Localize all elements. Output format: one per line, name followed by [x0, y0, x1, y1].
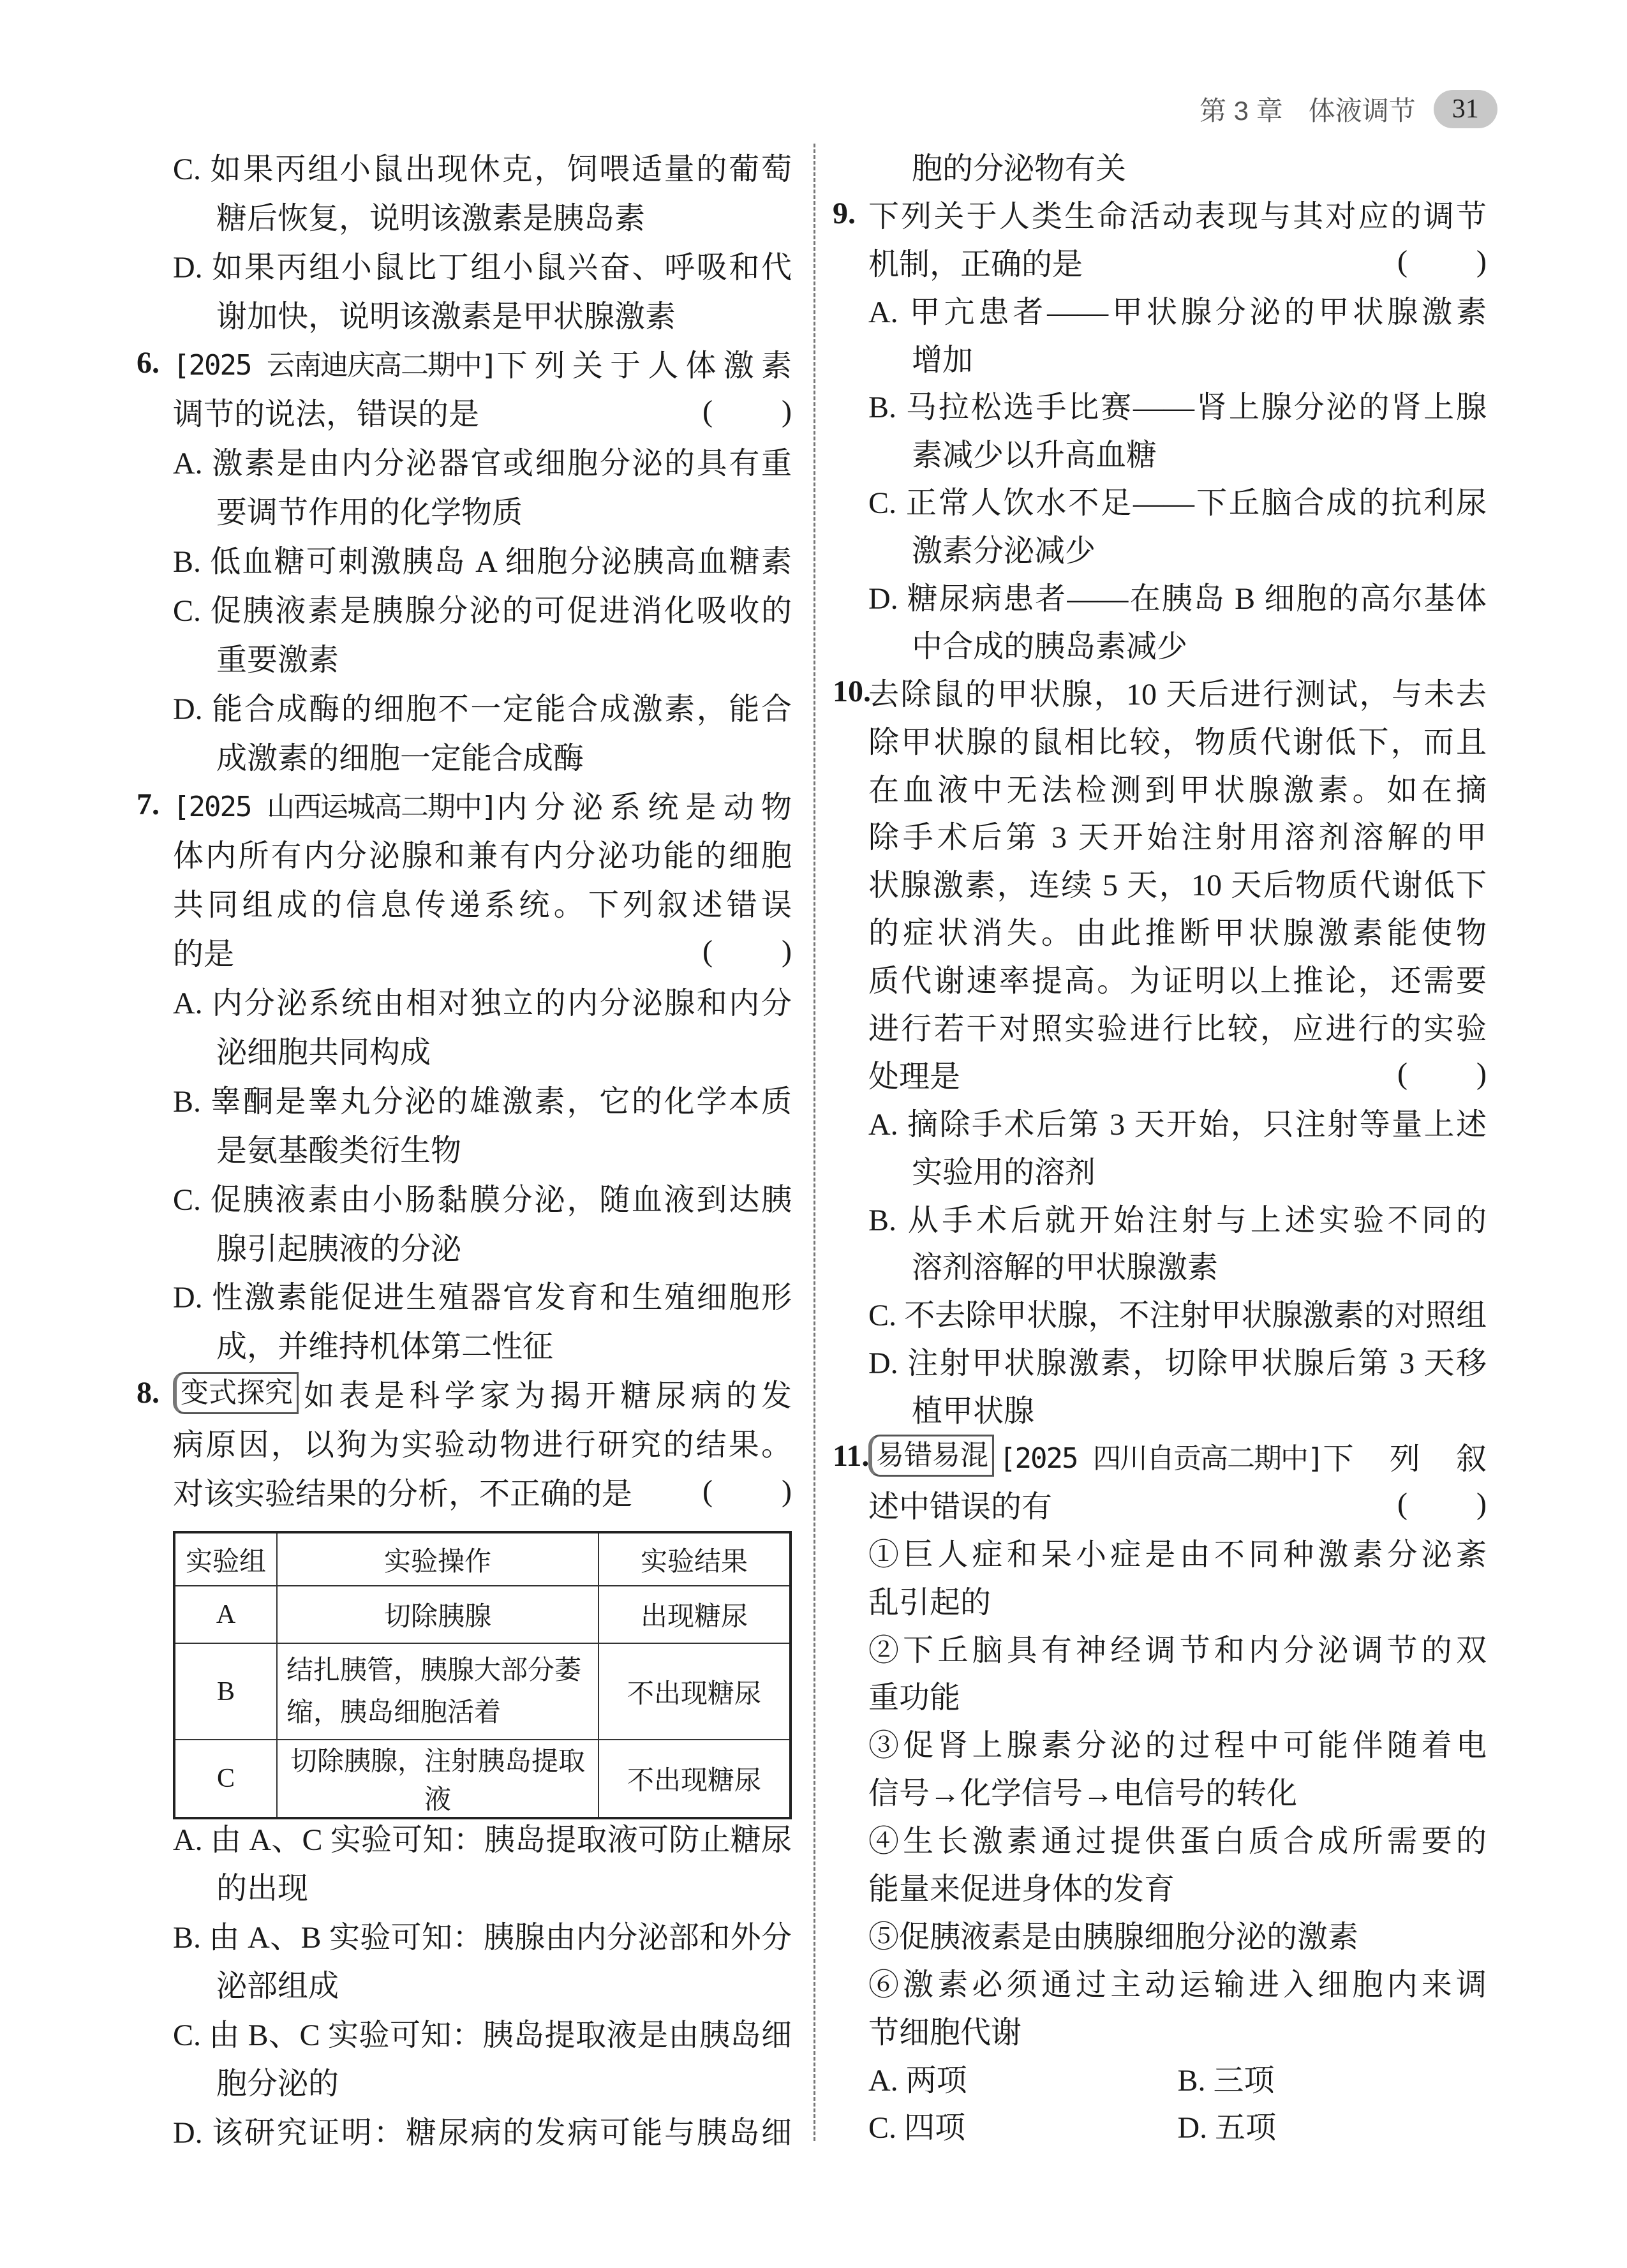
- text-line: [833, 2101, 1487, 2149]
- line-content: [868, 239, 1487, 283]
- answer-option: C. 四项: [868, 2111, 966, 2145]
- text-line: [833, 1576, 1487, 1623]
- line-content: [216, 488, 792, 532]
- text-line: [137, 191, 792, 240]
- paren-open: (: [702, 934, 713, 969]
- line-content: [173, 1272, 792, 1317]
- line-text: B. 马拉松选手比赛——肾上腺分泌的肾上腺: [868, 391, 1487, 425]
- line-text: 如表是科学家为揭开糖尿病的发: [304, 1379, 792, 1414]
- text-line: [137, 1812, 792, 1861]
- paren-close: ): [1476, 1056, 1487, 1091]
- text-line: [833, 380, 1487, 428]
- line-text: 的症状消失。由此推断甲状腺激素能使物: [868, 916, 1487, 951]
- line-text: ⑤促胰液素是由胰腺细胞分泌的激素: [868, 1920, 1359, 1954]
- text-line: [833, 906, 1487, 954]
- line-text: 体内所有内分泌腺和兼有内分泌功能的细胞: [173, 839, 792, 874]
- line-text: C. 正常人饮水不足——下丘脑合成的抗利尿: [868, 486, 1487, 521]
- line-content: [173, 341, 792, 385]
- line-text: 激素分泌减少: [912, 534, 1096, 569]
- line-text: 增加: [912, 343, 974, 377]
- line-text: 能量来促进身体的发育: [868, 1872, 1175, 1906]
- answer-blank[interactable]: [1397, 1056, 1487, 1091]
- table-cell: B: [174, 1643, 277, 1740]
- line-content: [868, 1482, 1487, 1526]
- line-content: [173, 684, 792, 728]
- text-line: [833, 1528, 1487, 1576]
- paren-close: ): [782, 394, 792, 429]
- line-text: 共同组成的信息传递系统。下列叙述错误: [173, 888, 792, 923]
- line-content: [216, 1027, 792, 1071]
- right-column: [833, 142, 1487, 2149]
- table-cell: 切除胰腺，注射胰岛提取液: [277, 1740, 598, 1818]
- line-text: 调节的说法，错误的是: [173, 398, 480, 432]
- paren-open: (: [1397, 1056, 1408, 1091]
- text-line: [137, 1417, 792, 1466]
- line-content: [868, 765, 1487, 809]
- line-text: 进行若干对照实验进行比较，应进行的实验: [868, 1011, 1487, 1046]
- table-header-row: [174, 1532, 791, 1586]
- line-content: [216, 733, 792, 777]
- text-line: [137, 2008, 792, 2057]
- line-content: [868, 1052, 1487, 1096]
- line-content: [912, 430, 1487, 474]
- line-text: C. 由 B、C 实验可知：胰岛提取液是由胰岛细: [173, 2018, 792, 2052]
- line-text: C. 不去除甲状腺，不注射甲状腺激素的对照组: [868, 1299, 1487, 1333]
- text-line: [833, 620, 1487, 668]
- line-content: [912, 1147, 1487, 1191]
- line-text: B. 低血糖可刺激胰岛 A 细胞分泌胰高血糖素: [173, 545, 792, 579]
- text-line: [833, 1050, 1487, 1098]
- text-line: [137, 2105, 792, 2154]
- question-source: [2025 山西运城高二期中]: [173, 791, 497, 824]
- line-text: 要调节作用的化学物质: [216, 496, 523, 530]
- line-content: [173, 831, 792, 875]
- line-text: ⑥激素必须通过主动运输进入细胞内来调: [868, 1967, 1487, 2002]
- line-text: D. 能合成酶的细胞不一定能合成激素，能合: [173, 692, 792, 726]
- question-number: 6.: [137, 345, 160, 380]
- line-content: [868, 2055, 1487, 2100]
- line-text: 泌细胞共同构成: [216, 1035, 431, 1070]
- line-text: B. 睾酮是睾丸分泌的雄激素，它的化学本质: [173, 1084, 792, 1119]
- line-text: 在血液中无法检测到甲状腺激素。如在摘: [868, 773, 1487, 807]
- line-content: [173, 438, 792, 482]
- answer-option: A. 两项: [868, 2063, 967, 2098]
- line-text: 述中错误的有: [868, 1489, 1053, 1524]
- line-content: [912, 335, 1487, 379]
- line-text: B. 从手术后就开始注射与上述实验不同的: [868, 1203, 1487, 1237]
- text-line: [137, 1221, 792, 1271]
- line-content: [173, 537, 792, 581]
- line-text: 中合成的胰岛素减少: [912, 629, 1188, 664]
- line-content: [868, 908, 1487, 952]
- text-line: [137, 583, 792, 632]
- text-line: [833, 1862, 1487, 1910]
- line-text: A. 由 A、C 实验可知：胰岛提取液可防止糖尿: [173, 1823, 792, 1857]
- line-text: D. 该研究证明：糖尿病的发病可能与胰岛细: [173, 2115, 792, 2150]
- text-line: [833, 1384, 1487, 1432]
- left-column-bottom: [137, 1812, 792, 2154]
- line-text: 腺引起胰液的分泌: [216, 1232, 462, 1266]
- text-line: [137, 1861, 792, 1911]
- text-line: [833, 2054, 1487, 2101]
- text-line: [137, 927, 792, 976]
- line-content: [868, 1530, 1487, 1574]
- text-line: [137, 534, 792, 583]
- line-content: [868, 1338, 1487, 1382]
- text-line: [137, 240, 792, 289]
- line-text: 内分泌系统是动物: [496, 790, 792, 824]
- line-content: [912, 144, 1487, 188]
- line-text: D. 如果丙组小鼠比丁组小鼠兴奋、呼吸和代: [173, 250, 792, 285]
- text-line: [137, 289, 792, 338]
- line-content: [868, 574, 1487, 618]
- text-line: [833, 190, 1487, 237]
- line-text: 乱引起的: [868, 1585, 992, 1620]
- chapter-title: 体液调节: [1308, 96, 1416, 126]
- line-content: [173, 1815, 792, 1859]
- table-row: [174, 1586, 791, 1643]
- line-text: 质代谢速率提高。为证明以上推论，还需要: [868, 964, 1487, 999]
- table-cell: 结扎胰管，胰腺大部分萎缩，胰岛细胞活着: [277, 1643, 598, 1740]
- line-content: [868, 1960, 1487, 2004]
- page-number: 31: [1434, 90, 1497, 128]
- line-text: 病原因，以狗为实验动物进行研究的结果。: [173, 1428, 792, 1463]
- experiment-table: [173, 1531, 792, 1819]
- line-content: [868, 1434, 1487, 1478]
- text-line: [137, 731, 792, 780]
- line-content: [216, 1126, 792, 1170]
- line-content: [173, 1371, 792, 1415]
- page-header: [1200, 88, 1497, 130]
- question-number: 9.: [833, 196, 856, 230]
- paren-open: (: [1397, 244, 1408, 278]
- text-line: [833, 285, 1487, 333]
- line-text: ④生长激素通过提供蛋白质合成所需要的: [868, 1824, 1487, 1859]
- line-content: [868, 1816, 1487, 1860]
- table-row: [174, 1740, 791, 1818]
- line-text: D. 性激素能促进生殖器官发育和生殖细胞形: [173, 1281, 792, 1315]
- line-text: 成激素的细胞一定能合成酶: [216, 741, 584, 775]
- answer-blank[interactable]: [702, 394, 792, 429]
- line-content: [868, 1004, 1487, 1048]
- line-text: 处理是: [868, 1059, 961, 1094]
- category-badge: 易错易混: [868, 1435, 994, 1477]
- text-line: [137, 1074, 792, 1123]
- text-line: [833, 1336, 1487, 1384]
- line-text: 溶剂溶解的甲状腺激素: [912, 1251, 1219, 1285]
- answer-blank[interactable]: [1397, 1486, 1487, 1521]
- line-content: [868, 1578, 1487, 1622]
- line-text: 的出现: [216, 1872, 309, 1906]
- line-content: [216, 193, 792, 237]
- line-content: [173, 144, 792, 188]
- line-content: [868, 2008, 1487, 2052]
- line-content: [868, 1100, 1487, 1144]
- line-content: [868, 478, 1487, 522]
- text-line: [833, 763, 1487, 811]
- line-content: [868, 1673, 1487, 1717]
- table-cell: 切除胰腺: [277, 1586, 598, 1643]
- line-text: A. 摘除手术后第 3 天开始，只注射等量上述: [868, 1107, 1487, 1142]
- line-text: 节细胞代谢: [868, 2015, 1022, 2050]
- line-content: [216, 1863, 792, 1907]
- text-line: [833, 954, 1487, 1002]
- text-line: [137, 976, 792, 1025]
- answer-option: B. 三项: [1177, 2063, 1275, 2098]
- line-content: [868, 2103, 1487, 2147]
- text-line: [137, 1270, 792, 1319]
- text-line: [833, 1145, 1487, 1193]
- line-text: ②下丘脑具有神经调节和内分泌调节的双: [868, 1633, 1487, 1667]
- line-content: [216, 292, 792, 336]
- line-content: [173, 1175, 792, 1219]
- text-line: [833, 1958, 1487, 2006]
- line-text: A. 内分泌系统由相对独立的内分泌腺和内分: [173, 987, 792, 1021]
- line-content: [216, 1224, 792, 1268]
- paren-close: ): [782, 934, 792, 969]
- question-number: 8.: [137, 1376, 160, 1410]
- text-line: [137, 142, 792, 191]
- left-column: [137, 142, 792, 1516]
- line-content: [216, 2059, 792, 2103]
- line-text: A. 甲亢患者——甲状腺分泌的甲状腺激素: [868, 295, 1487, 329]
- text-line: [833, 524, 1487, 572]
- text-line: [833, 715, 1487, 763]
- line-content: [173, 782, 792, 826]
- table-cell: 不出现糖尿: [598, 1643, 791, 1740]
- paren-open: (: [702, 1473, 713, 1508]
- line-content: [868, 1912, 1487, 1956]
- text-line: [833, 572, 1487, 620]
- line-content: [868, 1625, 1487, 1669]
- text-line: [833, 476, 1487, 524]
- text-line: [833, 1719, 1487, 1766]
- line-text: 素减少以升高血糖: [912, 438, 1157, 473]
- paren-close: ): [1476, 244, 1487, 278]
- line-content: [173, 586, 792, 630]
- text-line: [833, 1814, 1487, 1862]
- table-header: 实验结果: [598, 1532, 791, 1586]
- line-content: [173, 2108, 792, 2152]
- text-line: [137, 1172, 792, 1221]
- text-line: [137, 877, 792, 927]
- line-content: [173, 1469, 792, 1513]
- table-header: 实验组: [174, 1532, 277, 1586]
- line-content: [912, 526, 1487, 570]
- line-content: [868, 1864, 1487, 1908]
- line-text: B. 由 A、B 实验可知：胰腺由内分泌部和外分: [173, 1920, 792, 1955]
- line-text: 下列叙: [1323, 1442, 1487, 1476]
- chapter-number: 第 3 章: [1200, 96, 1283, 126]
- line-content: [868, 191, 1487, 235]
- table-header: 实验操作: [277, 1532, 598, 1586]
- line-content: [868, 1290, 1487, 1334]
- text-line: [833, 1288, 1487, 1336]
- table-cell: 出现糖尿: [598, 1586, 791, 1643]
- text-line: [137, 1910, 792, 1959]
- text-line: [833, 1193, 1487, 1241]
- line-content: [173, 929, 792, 973]
- text-line: [833, 237, 1487, 285]
- line-text: 的是: [173, 937, 235, 972]
- text-line: [833, 858, 1487, 906]
- text-line: [833, 668, 1487, 715]
- question-source: [2025 四川自贡高二期中]: [999, 1442, 1323, 1475]
- line-text: 植甲状腺: [912, 1394, 1035, 1429]
- text-line: [833, 1671, 1487, 1719]
- column-divider: [814, 144, 815, 2141]
- text-line: [137, 1959, 792, 2008]
- table-cell: 不出现糖尿: [598, 1740, 791, 1818]
- line-text: 胞分泌的: [216, 2067, 339, 2101]
- text-line: [137, 436, 792, 485]
- line-text: 信号→化学信号→电信号的转化: [868, 1777, 1298, 1811]
- line-content: [868, 1720, 1487, 1764]
- text-line: [137, 632, 792, 682]
- line-content: [912, 1242, 1487, 1287]
- line-text: 状腺激素，连续 5 天，10 天后物质代谢低下: [868, 869, 1487, 903]
- text-line: [137, 1368, 792, 1417]
- text-line: [833, 1098, 1487, 1145]
- answer-option: D. 五项: [1177, 2111, 1277, 2145]
- line-content: [173, 242, 792, 287]
- line-text: C. 如果丙组小鼠出现休克，饲喂适量的葡萄: [173, 152, 792, 186]
- line-text: 胞的分泌物有关: [912, 151, 1127, 186]
- line-content: [173, 2010, 792, 2054]
- line-text: 糖后恢复，说明该激素是胰岛素: [216, 201, 646, 235]
- line-text: 实验用的溶剂: [912, 1155, 1096, 1190]
- text-line: [833, 810, 1487, 858]
- line-text: C. 促胰液素由小肠黏膜分泌，随血液到达胰: [173, 1182, 792, 1217]
- text-line: [137, 828, 792, 877]
- line-text: 对该实验结果的分析，不正确的是: [173, 1477, 633, 1511]
- text-line: [833, 1002, 1487, 1050]
- line-text: D. 糖尿病患者——在胰岛 B 细胞的高尔基体: [868, 581, 1487, 616]
- line-content: [216, 635, 792, 679]
- text-line: [833, 333, 1487, 381]
- text-line: [833, 1480, 1487, 1528]
- line-content: [173, 389, 792, 433]
- paren-close: ): [1476, 1486, 1487, 1521]
- text-line: [833, 1766, 1487, 1814]
- text-line: [137, 338, 792, 387]
- line-content: [216, 1961, 792, 2005]
- table-cell: C: [174, 1740, 277, 1818]
- line-text: D. 注射甲状腺激素，切除甲状腺后第 3 天移: [868, 1347, 1487, 1381]
- line-content: [868, 717, 1487, 761]
- text-line: [833, 428, 1487, 476]
- question-number: 7.: [137, 787, 160, 821]
- question-number: 10.: [833, 674, 871, 708]
- line-text: 除手术后第 3 天开始注射用溶剂溶解的甲: [868, 821, 1487, 855]
- line-content: [912, 1386, 1487, 1430]
- category-badge: 变式探究: [173, 1372, 299, 1414]
- text-line: [137, 1123, 792, 1172]
- line-content: [173, 1913, 792, 1957]
- line-text: 重功能: [868, 1681, 961, 1715]
- line-text: ①巨人症和呆小症是由不同种激素分泌紊: [868, 1537, 1487, 1572]
- text-line: [833, 2006, 1487, 2054]
- answer-blank[interactable]: [702, 1473, 792, 1509]
- question-number: 11.: [833, 1438, 870, 1473]
- line-content: [173, 978, 792, 1022]
- line-text: 下列关于人体激素: [496, 348, 792, 383]
- text-line: [833, 1623, 1487, 1671]
- answer-blank[interactable]: [1397, 244, 1487, 279]
- text-line: [833, 1241, 1487, 1288]
- paren-open: (: [702, 394, 713, 429]
- text-line: [833, 1910, 1487, 1958]
- text-line: [137, 1319, 792, 1368]
- question-source: [2025 云南迪庆高二期中]: [173, 349, 497, 382]
- line-text: A. 激素是由内分泌器官或细胞分泌的具有重: [173, 447, 792, 481]
- line-text: C. 促胰液素是胰腺分泌的可促进消化吸收的: [173, 593, 792, 628]
- text-line: [137, 2057, 792, 2106]
- line-content: [868, 860, 1487, 904]
- line-text: 谢加快，说明该激素是甲状腺激素: [216, 299, 676, 334]
- line-text: 成，并维持机体第二性征: [216, 1330, 554, 1364]
- line-content: [868, 669, 1487, 713]
- line-content: [868, 1195, 1487, 1239]
- paren-close: ): [782, 1473, 792, 1508]
- line-content: [868, 956, 1487, 1000]
- text-line: [833, 1432, 1487, 1480]
- table-cell: A: [174, 1586, 277, 1643]
- line-text: 是氨基酸类衍生物: [216, 1133, 462, 1168]
- text-line: [833, 142, 1487, 190]
- line-text: ③促肾上腺素分泌的过程中可能伴随着电: [868, 1729, 1487, 1763]
- line-text: 机制，正确的是: [868, 247, 1083, 281]
- text-line: [137, 780, 792, 829]
- line-text: 下列关于人类生命活动表现与其对应的调节: [868, 199, 1487, 234]
- answer-blank[interactable]: [702, 934, 792, 969]
- text-line: [137, 682, 792, 731]
- line-text: 去除鼠的甲状腺，10 天后进行测试，与未去: [868, 677, 1487, 712]
- line-content: [868, 382, 1487, 426]
- line-content: [173, 1420, 792, 1464]
- line-text: 重要激素: [216, 643, 339, 677]
- line-content: [868, 1768, 1487, 1812]
- line-text: 泌部组成: [216, 1969, 339, 2004]
- line-content: [868, 287, 1487, 331]
- table-row: [174, 1643, 791, 1740]
- line-content: [173, 1077, 792, 1121]
- paren-open: (: [1397, 1486, 1408, 1521]
- line-content: [868, 812, 1487, 856]
- text-line: [137, 387, 792, 436]
- line-content: [173, 880, 792, 924]
- line-content: [912, 622, 1487, 666]
- line-text: 除甲状腺的鼠相比较，物质代谢低下，而且: [868, 725, 1487, 759]
- text-line: [137, 1466, 792, 1516]
- text-line: [137, 485, 792, 534]
- line-content: [216, 1322, 792, 1366]
- text-line: [137, 1025, 792, 1074]
